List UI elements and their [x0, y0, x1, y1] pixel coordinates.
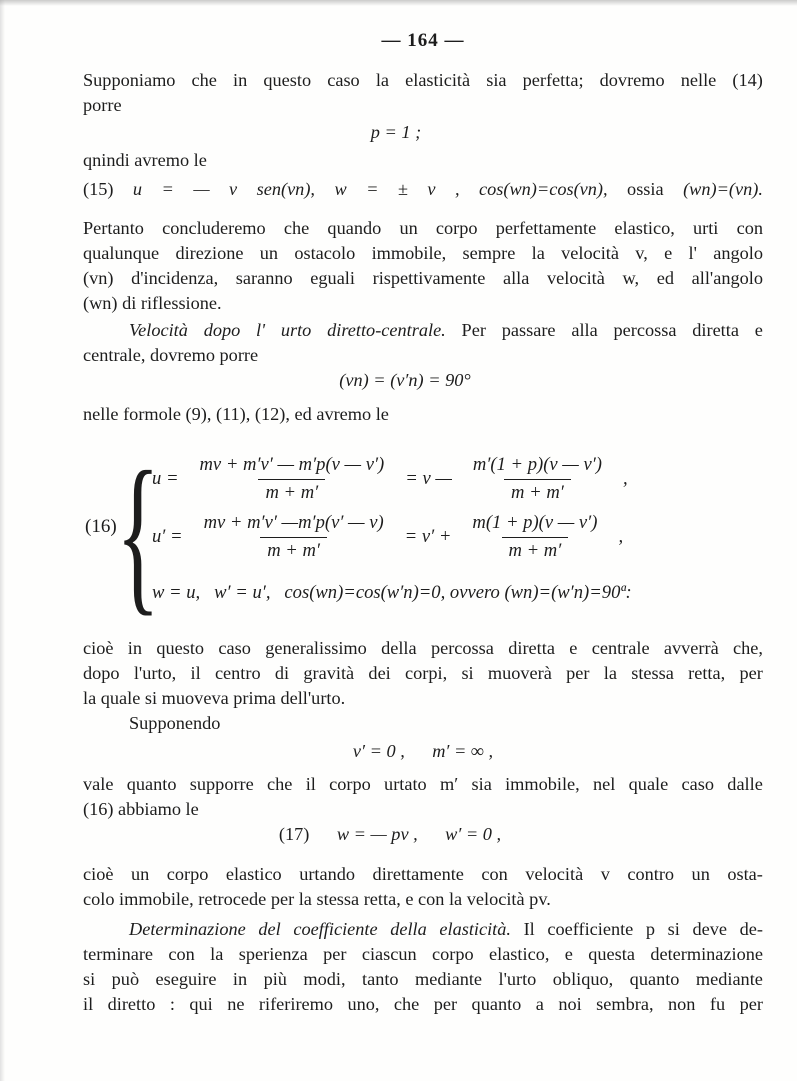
word: ciascun — [361, 944, 417, 964]
word: (14) — [732, 70, 763, 90]
word: che, — [733, 638, 763, 658]
word: Supponiamo — [83, 70, 176, 90]
math-term: = v — — [405, 468, 452, 489]
word: sperienza — [238, 944, 308, 964]
word: l'urto, — [133, 663, 177, 683]
word: velocità — [525, 864, 584, 884]
text-line — [83, 711, 763, 736]
word: sembra, — [596, 994, 654, 1014]
word: fu — [709, 994, 726, 1014]
word: tanto — [362, 969, 399, 989]
word: questo — [156, 638, 205, 658]
word: e — [754, 320, 763, 340]
word: = — [366, 179, 379, 199]
equation-90-degrees — [65, 368, 745, 393]
word: sen(vn), — [256, 179, 315, 199]
word: eseguire — [155, 969, 217, 989]
word: e — [664, 243, 673, 263]
word: per — [433, 994, 458, 1014]
word: del — [258, 919, 281, 939]
text-run: p = 1 ; — [370, 122, 422, 142]
text-line — [83, 241, 763, 266]
word: centro — [214, 663, 261, 683]
word: per — [739, 663, 763, 683]
equation-16-row1 — [152, 450, 766, 508]
word: della — [381, 638, 417, 658]
word: w — [334, 179, 347, 199]
word: — — [193, 179, 210, 199]
word: cioè — [83, 864, 114, 884]
section-determinazione-coefficiente — [83, 917, 763, 1017]
word: il — [305, 774, 316, 794]
word: ostacolo — [294, 243, 356, 263]
word: la — [375, 70, 390, 90]
word: coefficiente — [293, 919, 378, 939]
word: nel — [593, 774, 616, 794]
fraction-numerator: m′(1 + p)(v — v′) — [472, 453, 602, 475]
word: in — [127, 638, 143, 658]
paragraph-cioe-caso-generalissimo — [83, 636, 763, 736]
word: che — [393, 994, 420, 1014]
text-line — [83, 797, 763, 822]
equation-15 — [83, 177, 763, 202]
word: si — [667, 919, 680, 939]
word: ed — [656, 268, 674, 288]
word: quale — [628, 774, 669, 794]
fraction-denominator: m + m′ — [502, 537, 569, 561]
word: più — [263, 969, 287, 989]
word: per — [323, 944, 347, 964]
word: urtando — [299, 864, 356, 884]
fraction-denominator: m + m′ — [258, 479, 325, 503]
equation-supposition — [83, 739, 763, 764]
text-line — [83, 967, 763, 992]
word: l' — [256, 320, 266, 340]
word: urto — [280, 320, 312, 340]
text-run: centrale, dovremo porre — [83, 345, 259, 365]
equation-p-equals-1 — [56, 120, 736, 145]
word: modi, — [303, 969, 346, 989]
word: dopo — [203, 320, 241, 340]
word: elasticità — [405, 70, 471, 90]
word: corpo — [166, 864, 209, 884]
word: corpi, — [405, 663, 448, 683]
word: m′ — [439, 774, 459, 794]
word: uno, — [347, 994, 380, 1014]
word: coefficiente — [547, 919, 634, 939]
word: (wn)=(vn). — [683, 179, 763, 199]
text-line — [83, 661, 763, 686]
word: la — [210, 944, 224, 964]
word: stessa — [631, 663, 674, 683]
text-line — [83, 992, 763, 1017]
word: dovremo — [599, 70, 665, 90]
word: v — [427, 179, 436, 199]
word: obliquo, — [552, 969, 614, 989]
text-line — [83, 93, 763, 118]
word: all'angolo — [691, 268, 763, 288]
word: Il — [523, 919, 535, 939]
equation-16-rows — [152, 450, 766, 606]
paragraph-nelle-formole — [83, 402, 763, 427]
word: generalissimo — [265, 638, 367, 658]
word: saranno — [235, 268, 293, 288]
word: velocità — [561, 243, 619, 263]
word: dei — [368, 663, 391, 683]
text-line — [83, 917, 763, 942]
word: corpo — [432, 944, 474, 964]
word: gravità — [303, 663, 355, 683]
word: corpo — [435, 218, 478, 238]
word: vale — [83, 774, 114, 794]
text-line — [83, 636, 763, 661]
word: il — [190, 663, 201, 683]
paragraph-pertanto — [83, 216, 763, 316]
word: il — [83, 994, 94, 1014]
word: perfettamente — [495, 218, 597, 238]
word: elastico — [225, 864, 282, 884]
word: (vn) — [83, 268, 114, 288]
fraction — [465, 511, 604, 561]
word: velocità — [546, 268, 605, 288]
word: un — [691, 864, 710, 884]
math-term: u′ = — [152, 526, 183, 547]
word: elasticità. — [439, 919, 511, 939]
text-line — [56, 120, 736, 145]
word: che — [267, 774, 293, 794]
word: diretto — [107, 994, 156, 1014]
word: questo — [263, 70, 312, 90]
word: per — [739, 994, 763, 1014]
word: muoverà — [487, 663, 552, 683]
paragraph-quindi — [83, 148, 763, 173]
word: supporre — [189, 774, 254, 794]
math-term: , — [623, 468, 628, 489]
word: e — [564, 944, 573, 964]
word: l'urto — [498, 969, 537, 989]
word: alla — [571, 320, 598, 340]
text-line — [83, 291, 763, 316]
word: qui — [189, 994, 213, 1014]
word: = — [161, 179, 174, 199]
word: corpo — [329, 774, 371, 794]
word: , — [454, 179, 460, 199]
fraction — [193, 453, 392, 503]
word: urtato — [384, 774, 427, 794]
word: retta, — [688, 663, 726, 683]
word: ossia — [627, 179, 664, 199]
word: quando — [327, 218, 382, 238]
word: eguali — [310, 268, 355, 288]
word: determinazione — [650, 944, 763, 964]
word: diretta — [692, 320, 739, 340]
word: questa — [588, 944, 635, 964]
text-run: (16) abbiamo le — [83, 799, 199, 819]
word: ± — [397, 179, 408, 199]
word: de- — [739, 919, 763, 939]
word: noi — [558, 994, 582, 1014]
text-line — [83, 739, 763, 764]
word: deve — [692, 919, 727, 939]
text-line — [83, 772, 763, 797]
word: v — [600, 864, 610, 884]
word: elastico, — [489, 944, 550, 964]
word: : — [169, 994, 175, 1014]
text-line — [83, 148, 763, 173]
fraction-denominator: m + m′ — [260, 537, 327, 561]
word: Per — [461, 320, 486, 340]
word: d'incidenza, — [131, 268, 219, 288]
equation-16-label: (16) — [85, 516, 117, 537]
paragraph-cioe-corpo-elastico — [83, 862, 763, 912]
word: immobile, — [505, 774, 580, 794]
word: qualunque — [83, 243, 160, 263]
text-run: v′ = 0 , m′ = ∞ , — [352, 741, 494, 761]
text-line — [83, 887, 763, 912]
word: direzione — [175, 243, 244, 263]
word: passare — [501, 320, 556, 340]
text-run: w = — pv , w′ = 0 , — [336, 824, 502, 844]
fraction-numerator: mv + m′v′ —m′p(v′ — v) — [203, 511, 384, 533]
word: quanto — [629, 969, 680, 989]
word: di — [274, 663, 290, 683]
word: v, — [635, 243, 648, 263]
word: sia — [471, 774, 492, 794]
text-line — [83, 686, 763, 711]
fraction-numerator: mv + m′v′ — m′p(v — v′) — [199, 453, 385, 475]
word: Velocità — [129, 320, 188, 340]
word: con — [736, 218, 763, 238]
word: a — [535, 994, 544, 1014]
word: urti — [693, 218, 719, 238]
text-line — [83, 942, 763, 967]
word: percossa — [613, 320, 677, 340]
word: in — [233, 70, 248, 90]
math-term: = v′ + — [404, 526, 452, 547]
word: non — [668, 994, 696, 1014]
word: riferiremo — [258, 994, 334, 1014]
word: caso — [218, 638, 251, 658]
word: con — [481, 864, 508, 884]
word: e — [569, 638, 578, 658]
word: direttamente — [372, 864, 464, 884]
text-line — [83, 266, 763, 291]
word: cos(wn)=cos(vn), — [479, 179, 608, 199]
word: nelle — [680, 70, 717, 90]
word: la — [603, 663, 617, 683]
math-term: u = — [152, 468, 179, 489]
text-run: nelle formole (9), (11), (12), ed avremo le — [83, 404, 389, 424]
word: v — [229, 179, 238, 199]
word: sia — [486, 70, 507, 90]
word: cioè — [83, 638, 114, 658]
text-line — [65, 368, 745, 393]
word: mediante — [695, 969, 763, 989]
text-run: colo immobile, retrocede per la stessa retta, e con la velocità pv. — [83, 889, 551, 909]
paragraph-vale-quanto — [83, 772, 763, 822]
word: u — [132, 179, 143, 199]
text-line — [83, 402, 763, 427]
word: p — [645, 919, 656, 939]
word: mediante — [415, 969, 483, 989]
word: angolo — [713, 243, 763, 263]
word: che — [283, 218, 310, 238]
word: quanto — [471, 994, 522, 1014]
word: dalle — [727, 774, 763, 794]
word: con — [168, 944, 195, 964]
text-run: qnindi avremo le — [83, 150, 207, 170]
word: (15) — [83, 179, 114, 199]
word: sempre — [462, 243, 516, 263]
word: dopo — [83, 663, 120, 683]
text-line — [83, 216, 763, 241]
word: un — [259, 243, 279, 263]
word: l' — [688, 243, 697, 263]
page-number: — 164 — — [381, 30, 465, 51]
left-brace-glyph: { — [116, 436, 160, 631]
scan-edge-shadow-top — [0, 0, 797, 6]
word: diretta — [508, 638, 555, 658]
word: caso — [681, 774, 715, 794]
scan-edge-shadow-left — [0, 0, 5, 1081]
fraction — [466, 453, 609, 503]
math-term: , — [618, 526, 624, 547]
word: immobile, — [371, 243, 447, 263]
text-run: Supponendo — [129, 713, 221, 733]
text-run: (17) — [278, 824, 337, 844]
word: Determinazione — [129, 919, 246, 939]
word: per — [566, 663, 590, 683]
word: osta- — [727, 864, 763, 884]
text-run: la quale si muoveva prima dell'urto. — [83, 688, 346, 708]
equation-17 — [50, 822, 730, 847]
word: rispettivamente — [372, 268, 486, 288]
word: perfetta; — [522, 70, 584, 90]
text-line — [83, 343, 763, 368]
word: della — [390, 919, 427, 939]
word: in — [232, 969, 248, 989]
text-line — [50, 822, 730, 847]
fraction — [197, 511, 391, 561]
word: elastico, — [614, 218, 675, 238]
word: alla — [502, 268, 530, 288]
text-line — [83, 68, 763, 93]
fraction-numerator: m(1 + p)(v — v′) — [472, 511, 598, 533]
word: concluderemo — [162, 218, 266, 238]
word: la — [531, 243, 545, 263]
word: si — [83, 969, 96, 989]
word: w, — [622, 268, 640, 288]
equation-16-row3: w = u, w′ = u′, cos(wn)=cos(w′n)=0, ovvero (wn)=(w′n)=90ª: — [152, 582, 632, 603]
word: che — [191, 70, 217, 90]
paragraph-supponiamo — [83, 68, 763, 118]
word: può — [111, 969, 140, 989]
text-run: (vn) = (v′n) = 90° — [339, 370, 471, 390]
word: un — [399, 218, 418, 238]
text-line — [83, 177, 763, 202]
word: centrale — [591, 638, 650, 658]
word: terminare — [83, 944, 154, 964]
word: caso — [327, 70, 360, 90]
word: diretto-centrale. — [327, 320, 446, 340]
fraction-denominator: m + m′ — [504, 479, 571, 503]
word: Pertanto — [83, 218, 144, 238]
word: contro — [627, 864, 675, 884]
text-line — [83, 862, 763, 887]
text-run: porre — [83, 95, 122, 115]
word: quanto — [126, 774, 177, 794]
word: si — [461, 663, 474, 683]
word: avverrà — [663, 638, 719, 658]
equation-16-row2 — [152, 508, 766, 566]
word: un — [130, 864, 150, 884]
section-velocita-urto-diretto-centrale — [83, 318, 763, 368]
text-run: (wn) di riflessione. — [83, 293, 222, 313]
word: ne — [227, 994, 245, 1014]
word: percossa — [430, 638, 494, 658]
text-line — [83, 318, 763, 343]
